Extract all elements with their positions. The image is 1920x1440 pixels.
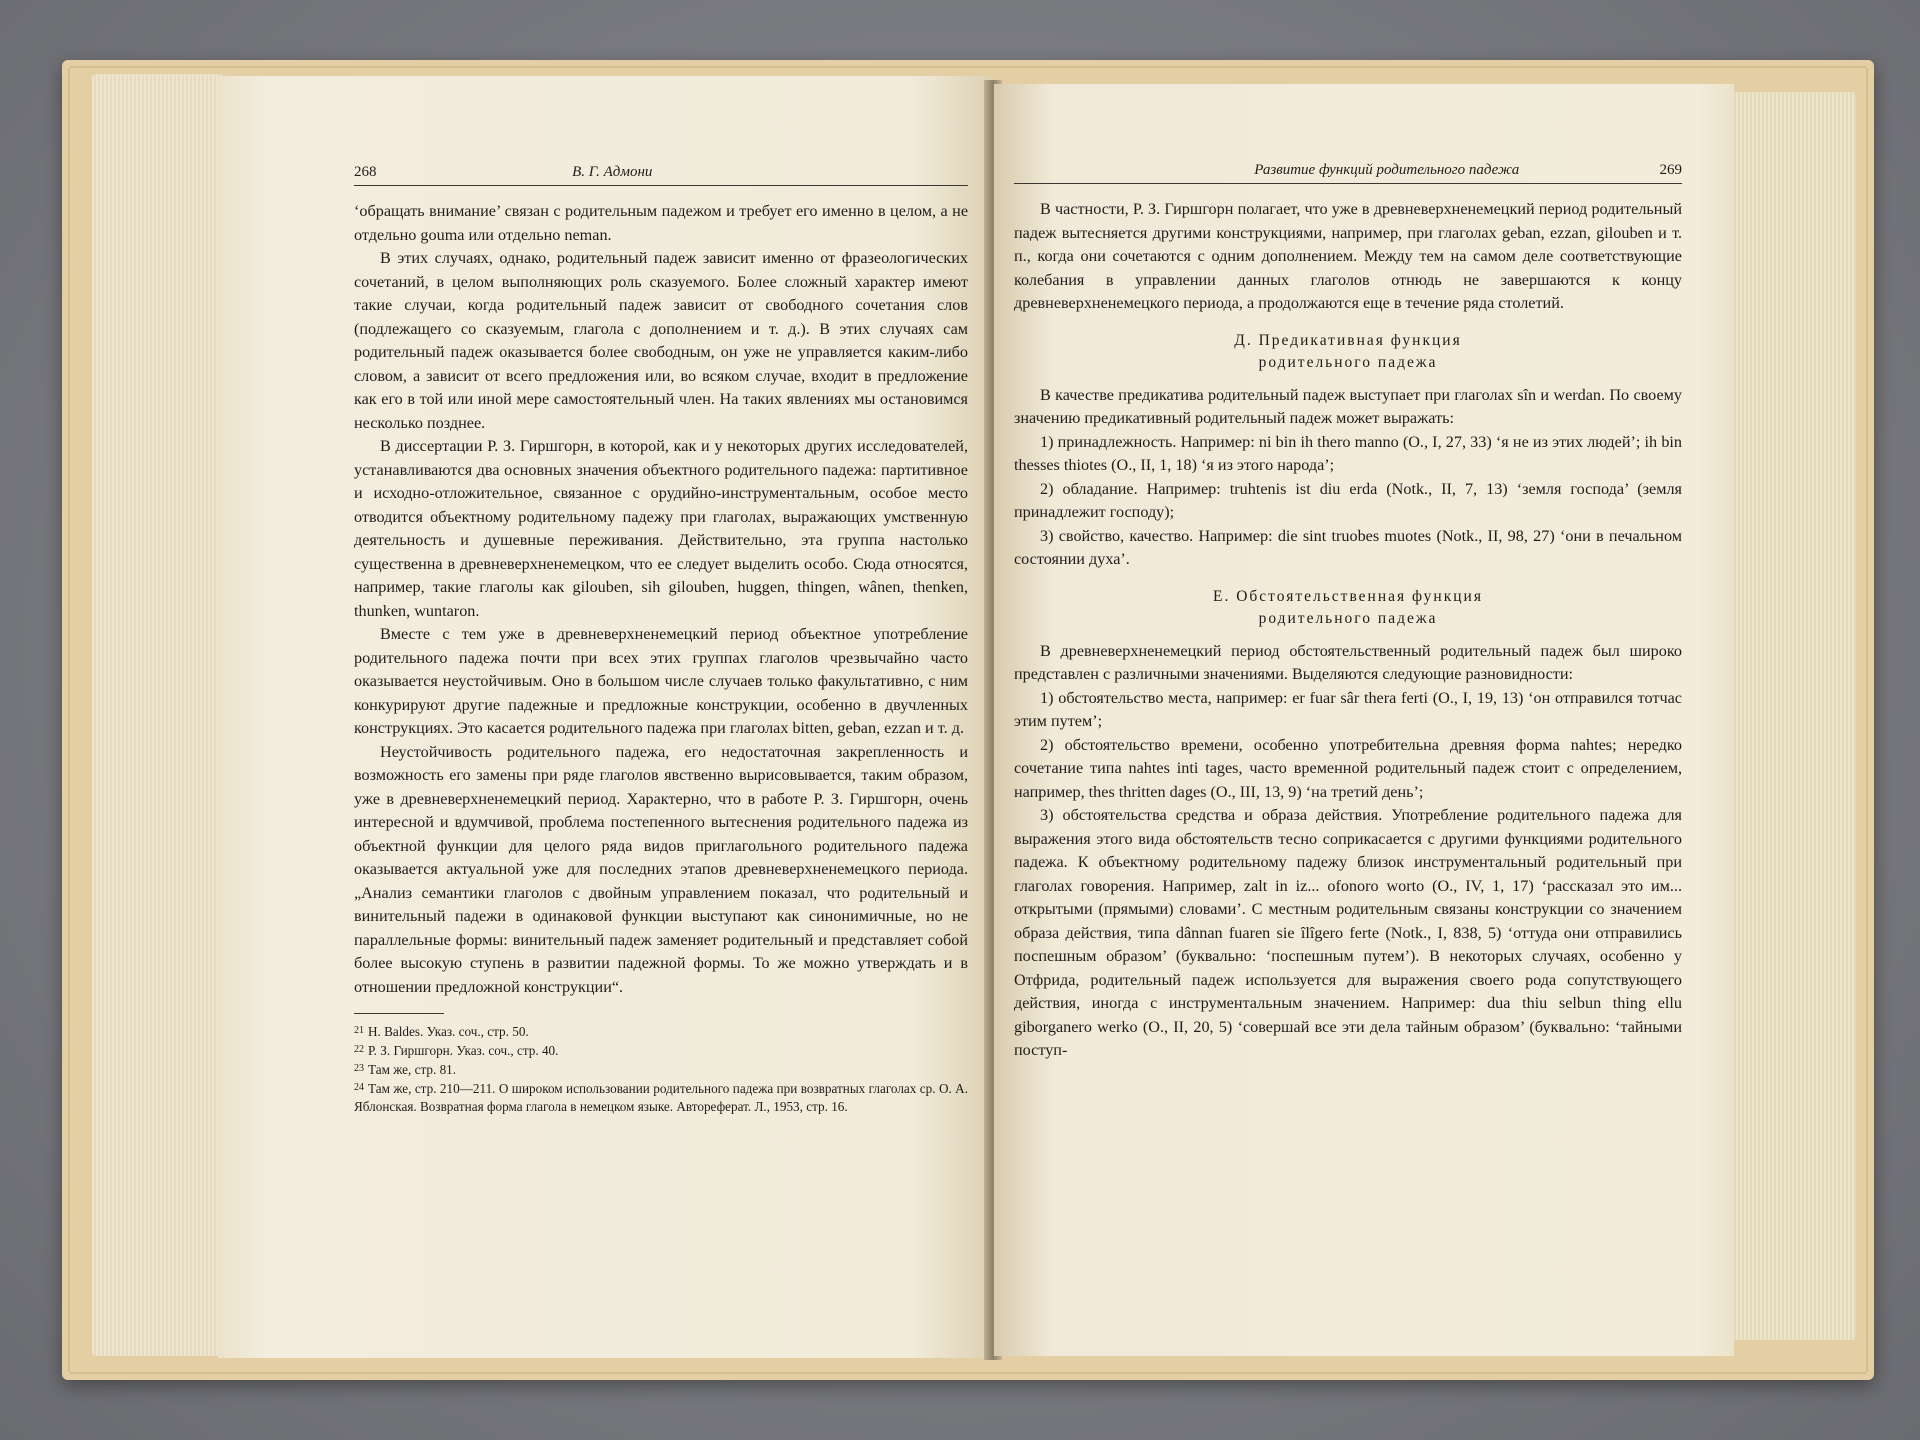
running-header-left [354, 164, 968, 186]
footnote-text: Там же, стр. 210—211. О широком использовании родительного падежа при возвратных глаголах ср. О. А. Яблонская. Возвратная форма глагола в немецком языке. Автореферат. Л., 1953, стр. 16. [354, 1081, 968, 1114]
paragraph: В древневерхненемецкий период обстоятельственный родительный падеж был широко представлен с различными значениями. Выделяются следующие разновидности: [1014, 641, 1682, 683]
footnote-text: Р. З. Гиршгорн. Указ. соч., стр. 40. [368, 1043, 559, 1058]
footnote-number: 24 [354, 1082, 364, 1093]
paragraph: Вместе с тем уже в древневерхненемецкий период объектное употребление родительного падежа почти при всех этих группах глаголов чрезвычайно часто оказывается неустойчивым. Оно в большом числе случаев только факультативно, с ним конкурируют другие падежные и предложные конструкции, особенно в двучленных конструкциях. Это касается родительного падежа при глаголах bitten, geban, ezzan и т. д. [354, 625, 968, 737]
footnote [354, 1022, 968, 1041]
footnote-number: 23 [354, 1063, 364, 1074]
footnote [354, 1079, 968, 1116]
paragraph: В качестве предикатива родительный падеж выступает при глаголах sîn и werdan. По своему значению предикативный родительный падеж может выражать: [1014, 385, 1682, 427]
page-number-right: 269 [1659, 162, 1682, 178]
left-page [218, 76, 990, 1358]
paragraph: В диссертации Р. З. Гиршгорн, в которой, как и у некоторых других исследователей, устанавливаются два основных значения объектного родительного падежа: партитивное и исходно-отложительное, связанное с орудийно-инструментальным, особое место отводится объектному родительному падежу при глаголах, выражающих умственную деятельность и душевные переживания. Действительно, эта группа настолько существенна в древневерхненемецком, что ее следует выделить особо. Сюда относятся, например, такие глаголы как gilouben, sih gilouben, huggen, thingen, wânen, thenken, thunken, wuntaron. [354, 437, 968, 620]
list-item: 1) обстоятельство места, например: er fuar sâr thera ferti (O., I, 19, 13) ‘он отправился тотчас этим путем’; [1014, 688, 1682, 730]
left-body-text [354, 200, 968, 999]
footnote-number: 22 [354, 1044, 364, 1055]
heading-line: родительного падежа [1258, 353, 1438, 371]
footnote [354, 1041, 968, 1060]
footnote-rule [354, 1013, 444, 1014]
section-heading-d [1014, 330, 1682, 374]
section-heading-e [1014, 586, 1682, 630]
page-block-right [1728, 92, 1856, 1340]
list-item: 2) обстоятельство времени, особенно употребительна древняя форма nahtes; нередко сочетание типа nahtes inti tages, часто временной родительный падеж стоит с определением, например, thes thritten dages (O., III, 13, 9) ‘на третий день’; [1014, 735, 1682, 801]
right-body-text [1014, 198, 1682, 1063]
right-page [994, 84, 1734, 1356]
page-block-left [92, 74, 222, 1356]
list-item: 2) обладание. Например: truhtenis ist diu erda (Notk., II, 7, 13) ‘земля господа’ (земля принадлежит господу); [1014, 479, 1682, 521]
paragraph: В этих случаях, однако, родительный падеж зависит именно от фразеологических сочетаний, в целом выполняющих роль сказуемого. Более сложный характер имеют такие случаи, когда родительный падеж зависит от свободного сочетания слов (подлежащего со сказуемым, глагола с дополнением и т. д.). В этих случаях сам родительный падеж оказывается более свободным, он уже не управляется каким-либо словом, а зависит от всего предложения или, во всяком случае, входит в предложение как его в той или иной мере самостоятельный член. На таких явлениях мы остановимся несколько позднее. [354, 249, 968, 432]
footnote-text: H. Baldes. Указ. соч., стр. 50. [368, 1024, 529, 1039]
footnotes [354, 1022, 968, 1116]
footnote [354, 1060, 968, 1079]
footnote-text: Там же, стр. 81. [368, 1062, 457, 1077]
running-head-title: Развитие функций родительного падежа [1254, 162, 1520, 178]
paragraph: ‘обращать внимание’ связан с родительным падежом и требует его именно в целом, а не отдельно gouma или отдельно neman. [354, 202, 968, 244]
list-item: 3) обстоятельства средства и образа действия. Употребление родительного падежа для выражения этого вида обстоятельств тесно соприкасается с другими функциями родительного падежа. К объектному родительному падежу близок инструментальный родительный при глаголах говорения. Например, zalt in iz... ofonoro worto (O., IV, 1, 17) ‘рассказал это им... открытыми (прямыми) словами’. С местным родительным связаны конструкции со значением образа действия, типа dânnan fuaren sie îlîgero ferte (Notk., I, 838, 5) ‘оттуда они отправились поспешным образом’ (буквально: ‘поспешным путем’). В некоторых случаях, особенно у Отфрида, родительный падеж используется для выражения своего рода сопутствующего действия, иногда с инструментальным значением. Например: dua thiu selbun thing ellu giborganero werko (O., II, 20, 5) ‘совершай все эти дела тайным образом’ (буквально: ‘тайными поступ- [1014, 806, 1682, 1059]
paragraph: Неустойчивость родительного падежа, его недостаточная закрепленность и возможность его замены при ряде глаголов явственно вырисовывается, таким образом, уже в древневерхненемецкий период. Характерно, что в работе Р. З. Гиршгорн, очень интересной и вдумчивой, проблема постепенного вытеснения родительного падежа из объектной функции для целого ряда видов приглагольного родительного падежа оказывается актуальной уже для последних этапов древневерхненемецкого периода. „Анализ семантики глаголов с двойным управлением показал, что родительный и винительный падежи в одинаковой функции выступают как синонимичные, но не параллельные формы: винительный падеж заменяет родительный и представляет собой более высокую ступень в развитии падежной формы. То же можно утверждать и в отношении предложной конструкции“. [354, 742, 968, 996]
paragraph: В частности, Р. З. Гиршгорн полагает, что уже в древневерхненемецкий период родительный падеж вытесняется другими конструкциями, например, при глаголах geban, ezzan, gilouben и т. п., когда они сочетаются с одним дополнением. Между тем на самом деле соответствующие колебания в управлении данных глаголов отнюдь не завершаются к концу древневерхненемецкого периода, а продолжаются еще в течение ряда столетий. [1014, 200, 1682, 312]
running-head-author: В. Г. Адмони [572, 164, 653, 180]
page-number-left: 268 [354, 164, 377, 180]
list-item: 1) принадлежность. Например: ni bin ih thero manno (O., I, 27, 33) ‘я не из этих людей’; ih bin thesses thiotes (O., II, 1, 18) ‘я из этого народа’; [1014, 432, 1682, 474]
list-item: 3) свойство, качество. Например: die sint truobes muotes (Notk., II, 98, 27) ‘они в печальном состоянии духа’. [1014, 526, 1682, 568]
heading-line: Е. Обстоятельственная функция [1213, 587, 1483, 605]
heading-line: родительного падежа [1258, 609, 1438, 627]
footnote-number: 21 [354, 1025, 364, 1036]
running-header-right [1014, 162, 1682, 184]
heading-line: Д. Предикативная функция [1234, 331, 1462, 349]
